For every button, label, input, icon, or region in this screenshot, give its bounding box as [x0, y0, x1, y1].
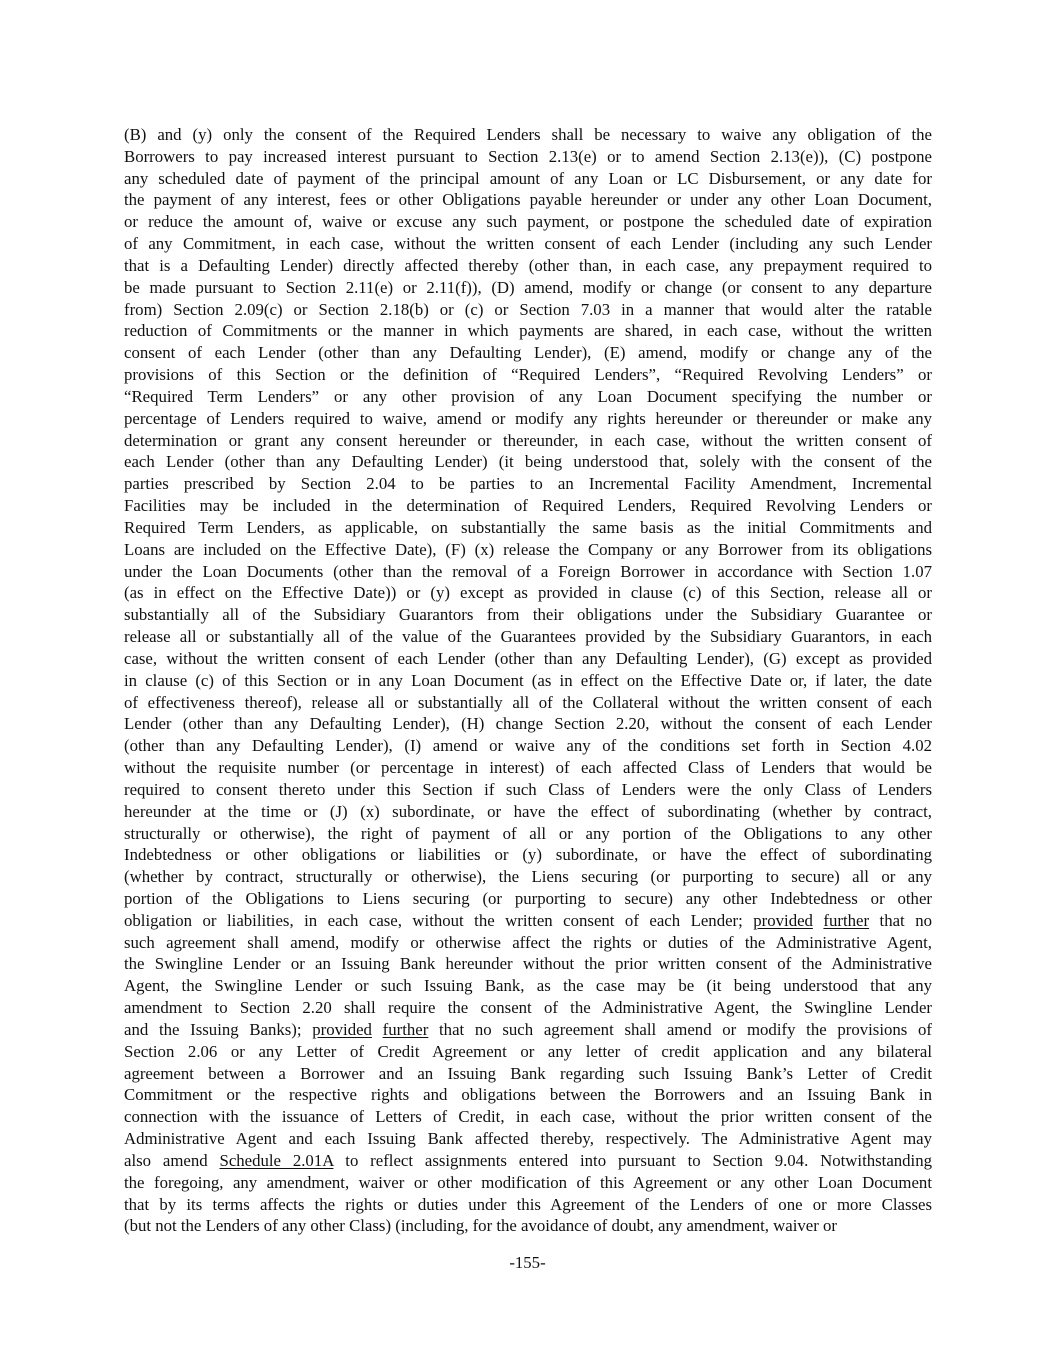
text-line: Required Term Lenders, as applicable, on substantially the same basis as the initial Commitments and: [124, 517, 932, 537]
text-line: each Lender (other than any Defaulting Lender) (it being understood that, solely with the consent of the: [124, 452, 932, 472]
text-line: the foregoing, any amendment, waiver or other modification of this Agreement or any other Loan Document: [124, 1172, 932, 1192]
underlined-term-provided: provided: [753, 910, 813, 930]
text-line: Lender (other than any Defaulting Lender), (H) change Section 2.20, without the consent of each Lender: [124, 714, 932, 734]
text-segment: [813, 911, 823, 930]
text-line: [124, 1019, 932, 1041]
text-line: parties prescribed by Section 2.04 to be parties to an Incremental Facility Amendment, Incremental: [124, 474, 932, 494]
text-line: “Required Term Lenders” or any other provision of any Loan Document specifying the number or: [124, 386, 932, 406]
text-line: such agreement shall amend, modify or otherwise affect the rights or duties of the Administrative Agent,: [124, 932, 932, 952]
text-line: (but not the Lenders of any other Class) (including, for the avoidance of doubt, any amendment, waiver or: [124, 1216, 837, 1236]
text-line: [124, 910, 932, 932]
text-segment: obligation or liabilities, in each case, without the written consent of each Lender;: [124, 910, 754, 930]
text-line: reduction of Commitments or the manner in which payments are shared, in each case, without the written: [124, 321, 932, 341]
text-line: or reduce the amount of, waive or excuse any such payment, or postpone the scheduled date of expiration: [124, 212, 932, 232]
text-line: structurally or otherwise), the right of payment of all or any portion of the Obligations to any other: [124, 823, 932, 843]
underlined-term-further: further: [823, 910, 870, 930]
text-line: consent of each Lender (other than any Defaulting Lender), (E) amend, modify or change any of the: [124, 343, 932, 363]
text-line: Commitment or the respective rights and obligations between the Borrowers and an Issuing Bank in: [124, 1085, 932, 1105]
text-line: case, without the written consent of each Lender (other than any Defaulting Lender), (G) except as provided: [124, 648, 932, 668]
text-line: of effectiveness thereof), release all or substantially all of the Collateral without the written consent of each: [124, 692, 932, 712]
text-line: without the requisite number (or percentage in interest) of each affected Class of Lenders that would be: [124, 758, 932, 778]
text-line: agreement between a Borrower and an Issuing Bank regarding such Issuing Bank’s Letter of Credit: [124, 1063, 932, 1083]
text-line: Section 2.06 or any Letter of Credit Agreement or any letter of credit application and any bilateral: [124, 1041, 932, 1061]
text-line: that by its terms affects the rights or duties under this Agreement of the Lenders of one or more Classes: [124, 1194, 932, 1214]
underlined-term-provided: provided: [312, 1019, 372, 1039]
text-line: connection with the issuance of Letters of Credit, in each case, without the prior written consent of the: [124, 1107, 932, 1127]
text-line: (whether by contract, structurally or otherwise), the Liens securing (or purporting to secure) all or any: [124, 867, 932, 887]
text-line: the payment of any interest, fees or other Obligations payable hereunder or under any other Loan Document,: [124, 190, 932, 210]
text-line: in clause (c) of this Section or in any Loan Document (as in effect on the Effective Date or, if later, the date: [124, 670, 932, 690]
text-line: substantially all of the Subsidiary Guarantors from their obligations under the Subsidiary Guarantee or: [124, 605, 932, 625]
text-line: percentage of Lenders required to waive, amend or modify any rights hereunder or thereunder or make any: [124, 408, 932, 428]
text-line: under the Loan Documents (other than the removal of a Foreign Borrower in accordance with Section 1.07: [124, 561, 932, 581]
text-line: from) Section 2.09(c) or Section 2.18(b) or (c) or Section 7.03 in a manner that would alter the ratable: [124, 299, 932, 319]
text-line: Indebtedness or other obligations or liabilities or (y) subordinate, or have the effect of subordinating: [124, 845, 932, 865]
underlined-schedule-reference: Schedule 2.01A: [219, 1150, 334, 1170]
underlined-term-further: further: [382, 1019, 429, 1039]
text-line: portion of the Obligations to Liens securing (or purporting to secure) any other Indebtedness or other: [124, 888, 932, 908]
text-line: amendment to Section 2.20 shall require the consent of the Administrative Agent, the Swingline Lender: [124, 998, 932, 1018]
text-segment: [372, 1020, 383, 1039]
text-line: Administrative Agent and each Issuing Bank affected thereby, respectively. The Administrative Agent may: [124, 1129, 932, 1149]
text-segment: that no such agreement shall amend or modify the provisions of: [428, 1019, 932, 1039]
text-segment: also amend: [124, 1150, 220, 1170]
text-line: determination or grant any consent hereunder or thereunder, in each case, without the written consent of: [124, 430, 932, 450]
text-line: (other than any Defaulting Lender), (I) amend or waive any of the conditions set forth in Section 4.02: [124, 736, 932, 756]
text-line: Facilities may be included in the determination of Required Lenders, Required Revolving Lenders or: [124, 496, 932, 516]
page-number: -155-: [509, 1253, 546, 1272]
text-line: hereunder at the time or (J) (x) subordinate, or have the effect of subordinating (whether by contract,: [124, 801, 932, 821]
text-line: release all or substantially all of the value of the Guarantees provided by the Subsidiary Guarantors, in each: [124, 627, 932, 647]
text-line: Borrowers to pay increased interest pursuant to Section 2.13(e) or to amend Section 2.13(e)), (C) postpone: [124, 146, 932, 166]
text-line: of any Commitment, in each case, without the written consent of each Lender (including any such Lender: [124, 234, 932, 254]
text-line: (B) and (y) only the consent of the Required Lenders shall be necessary to waive any obligation of the: [124, 125, 932, 144]
text-line: provisions of this Section or the definition of “Required Lenders”, “Required Revolving Lenders” or: [124, 365, 932, 385]
text-segment: and the Issuing Banks);: [124, 1019, 313, 1039]
text-line: any scheduled date of payment of the principal amount of any Loan or LC Disbursement, or any date for: [124, 168, 932, 188]
text-line: that is a Defaulting Lender) directly affected thereby (other than, in each case, any prepayment required to: [124, 255, 932, 275]
text-line: Agent, the Swingline Lender or such Issuing Bank, as the case may be (it being understood that any: [124, 976, 932, 996]
text-line: be made pursuant to Section 2.11(e) or 2.11(f)), (D) amend, modify or change (or consent to any departure: [124, 277, 932, 297]
text-line: the Swingline Lender or an Issuing Bank hereunder without the prior written consent of the Administrative: [124, 954, 932, 974]
text-segment: to reflect assignments entered into pursuant to Section 9.04. Notwithstanding: [333, 1150, 932, 1170]
text-line: Loans are included on the Effective Date), (F) (x) release the Company or any Borrower from its obligations: [124, 539, 932, 559]
text-line: required to consent thereto under this Section if such Class of Lenders were the only Class of Lenders: [124, 779, 932, 799]
text-line: [124, 1150, 932, 1172]
document-body: [124, 124, 932, 1237]
text-segment: that no: [869, 910, 932, 930]
text-line: (as in effect on the Effective Date)) or (y) except as provided in clause (c) of this Section, release all or: [124, 583, 932, 603]
